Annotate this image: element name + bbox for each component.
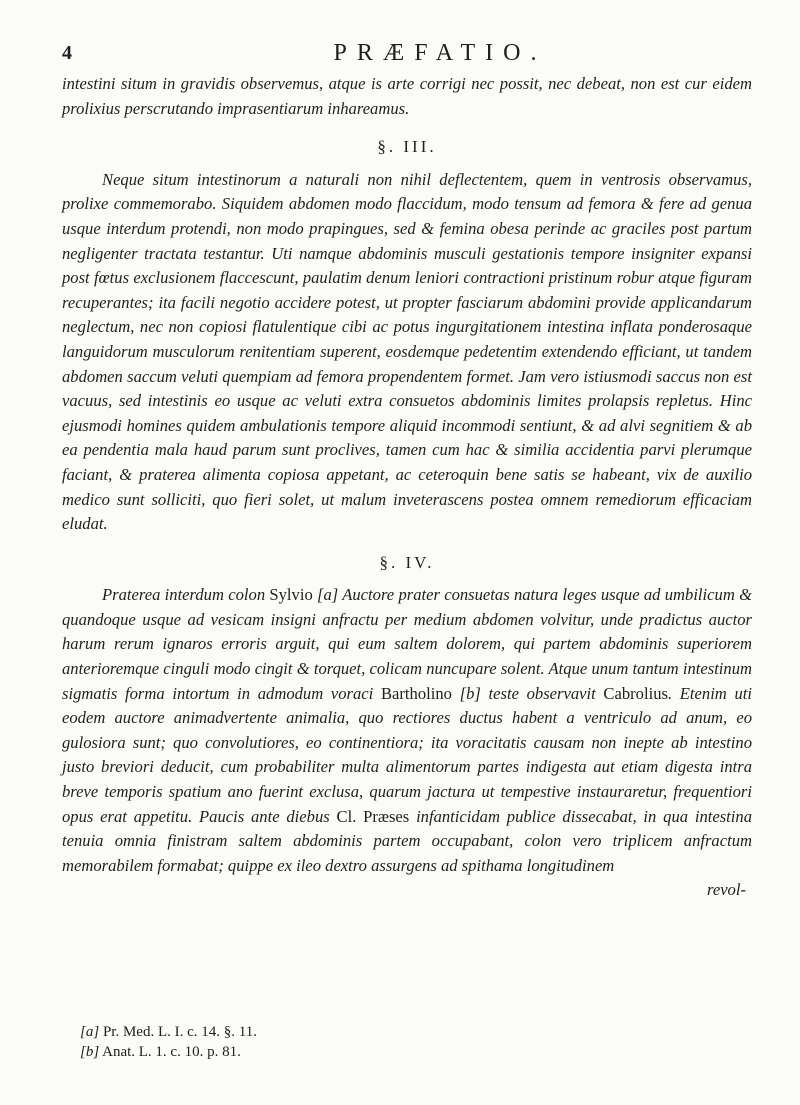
- name-bartholinus: Bartholino: [380, 683, 452, 703]
- footnote-b: [80, 1042, 480, 1062]
- footnote-text: Pr. Med. L. I. c. 14. §. 11.: [99, 1024, 257, 1040]
- text-run: infanticidam publice dissecabat, in qua intestina tenuia omnia finistram saltem abdominis partem occupabant, colon vero triplicem anfractum memorabilem formabat; quippe ex ileo dextro assurgens ad spithama longitudinem: [62, 806, 752, 875]
- paragraph-continuation: intestini situm in gravidis observemus, atque is arte corrigi nec possit, nec debeat, non est cur eidem prolixius perscrutando imprasentiarum inhareamus.: [62, 74, 752, 118]
- page-number: 4: [62, 42, 72, 64]
- name-sylvius: Sylvio: [269, 585, 313, 605]
- paragraph-section-3: Neque situm intestinorum a naturali non nihil deflectentem, quem in ventrosis observamus, prolixe commemorabo. Siquidem abdomen modo flaccidum, modo tensum ad femora & fere ad genua usque interdum protendi, non modo prapingues, sed & femina obesa perinde ac graciles post partum negligenter tractata testantur. Uti namque abdominis musculi gestationis tempore insigniter expansi post fœtus exclusionem flaccescunt, paulatim denum leniori contractioni pristinum robur atque figuram recuperantes; ita facili negotio accidere potest, ut propter fasciarum abdomini provide applicandarum neglectum, nec non copiosi flatulentique cibi ac potus ingurgitationem intestina inflata ponderosaque languidorum musculorum renitentiam superent, eosdemque pedetentim extendendo efficiant, ut tandem abdomen saccum veluti quempiam ad femora propendentem formet. Jam vero istiusmodi saccus non est vacuus, sed intestinis eo usque ac veluti extra consuetos abdominis limites prolapsis repletus. Hinc ejusmodi homines quidem ambulationis tempore aliquid incommodi sentiunt, & ad alvi segnitiem & ab ea pendentia mala haud parum sunt proclives, tamen cum hac & similia accidentia parvi plerumque faciant, & praterea alimenta copiosa appetant, ac ceteroquin bene satis se habeant, vix de auxilio medico sunt solliciti, quo fieri solet, ut malum inveterascens postea omnem remediorum efficaciam eludat.: [62, 169, 752, 534]
- footnote-text: Anat. L. 1. c. 10. p. 81.: [99, 1044, 241, 1060]
- body-text: [62, 72, 752, 903]
- footnotes: [80, 1022, 480, 1062]
- name-praeses: Cl. Præses: [336, 806, 410, 826]
- footnote-mark: [b]: [80, 1044, 100, 1060]
- text-run: Praterea interdum colon: [102, 585, 270, 605]
- catchword: revol-: [706, 880, 746, 900]
- page-header: [40, 20, 780, 70]
- paragraph-section-4: [62, 583, 752, 878]
- footnote-mark: [a]: [80, 1024, 100, 1040]
- section-heading-4: §. IV.: [379, 552, 435, 572]
- running-head: PRÆFATIO.: [333, 40, 547, 66]
- name-cabrolius: Cabrolius: [603, 683, 668, 703]
- text-run: . Etenim uti eodem auctore animadvertente animalia, quo rectiores ductus habent a ventriculo ad anum, eo gulosiora sunt; quo convolutiores, eo continentiora; ita voracitatis causam non inepte ab intestino justo breviori deducit, cum probabiliter multa alimentorum partes indigesta aut etiam digesta intra breve temporis spatium ano fuerint exclusa, quarum jactura ut tempestive instauraretur, frequentiori opus erat appetitu. Paucis ante diebus: [62, 683, 752, 826]
- footnote-a: [80, 1022, 480, 1042]
- section-heading-3: §. III.: [377, 137, 437, 157]
- text-run: [b] teste observavit: [451, 683, 604, 703]
- text-run: [a] Auctore prater consuetas natura leges usque ad umbilicum & quandoque usque ad vesicam insigni anfractu per medium abdomen volvitur, unde pradictus auctor harum rerum ignaros erroris arguit, qui eum saltem dolorem, qui partem abdominis superiorem anterioremque cinguli modo cingit & torquet, colicam nuncupare solent. Atque unum tantum intestinum sigmatis forma intortum in admodum voraci: [62, 585, 752, 703]
